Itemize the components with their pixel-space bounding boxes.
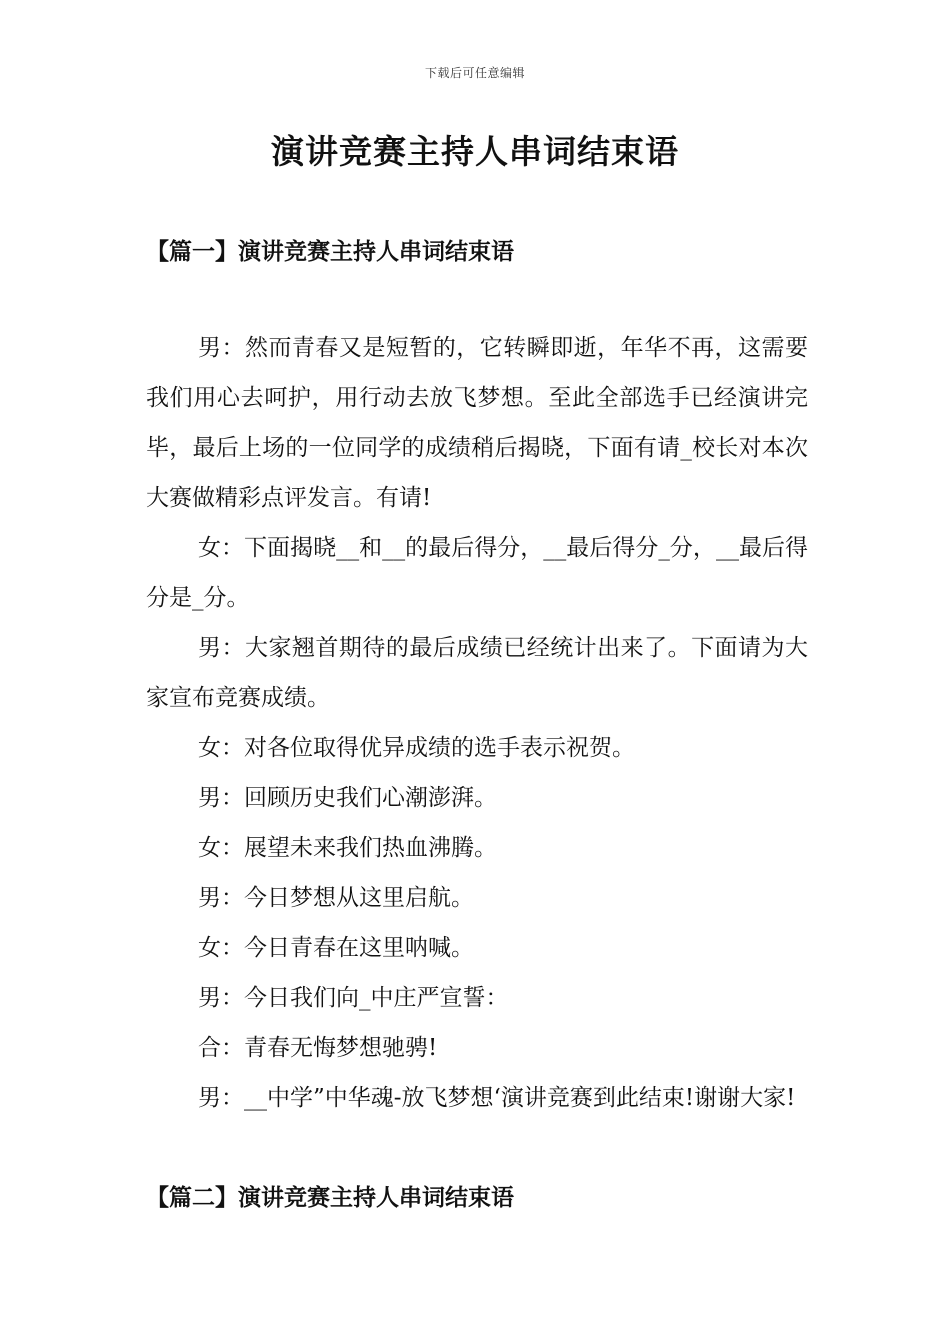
paragraph: 男：今日梦想从这里启航。 — [198, 885, 474, 911]
header-note: 下载后可任意编辑 — [424, 66, 525, 80]
paragraph: 女：对各位取得优异成绩的选手表示祝贺。 — [198, 735, 635, 761]
document-body — [146, 323, 808, 1123]
paragraph: 女：今日青春在这里呐喊。 — [198, 935, 474, 961]
paragraph: 男：今日我们向_中庄严宣誓： — [198, 985, 509, 1011]
paragraph: 男：回顾历史我们心潮澎湃。 — [198, 785, 497, 811]
section-heading-1: 【篇一】演讲竞赛主持人串词结束语 — [146, 238, 514, 265]
paragraph: 合：青春无悔梦想驰骋! — [198, 1035, 438, 1061]
paragraph: 女：展望未来我们热血沸腾。 — [198, 835, 497, 861]
paragraph: 女：下面揭晓__和__的最后得分，__最后得分_分，__最后得分是_分。 — [146, 535, 808, 611]
paragraph: 男：然而青春又是短暂的，它转瞬即逝，年华不再，这需要我们用心去呵护，用行动去放飞梦想。至此全部选手已经演讲完毕，最后上场的一位同学的成绩稍后揭晓，下面有请_校长对本次大赛做精彩点评发言。有请! — [146, 335, 808, 511]
section-heading-2: 【篇二】演讲竞赛主持人串词结束语 — [146, 1184, 514, 1211]
paragraph: 男：__中学”中华魂-放飞梦想‘演讲竞赛到此结束!谢谢大家! — [198, 1085, 796, 1111]
document-title: 演讲竞赛主持人串词结束语 — [271, 132, 679, 171]
paragraph: 男：大家翘首期待的最后成绩已经统计出来了。下面请为大家宣布竞赛成绩。 — [146, 635, 808, 711]
